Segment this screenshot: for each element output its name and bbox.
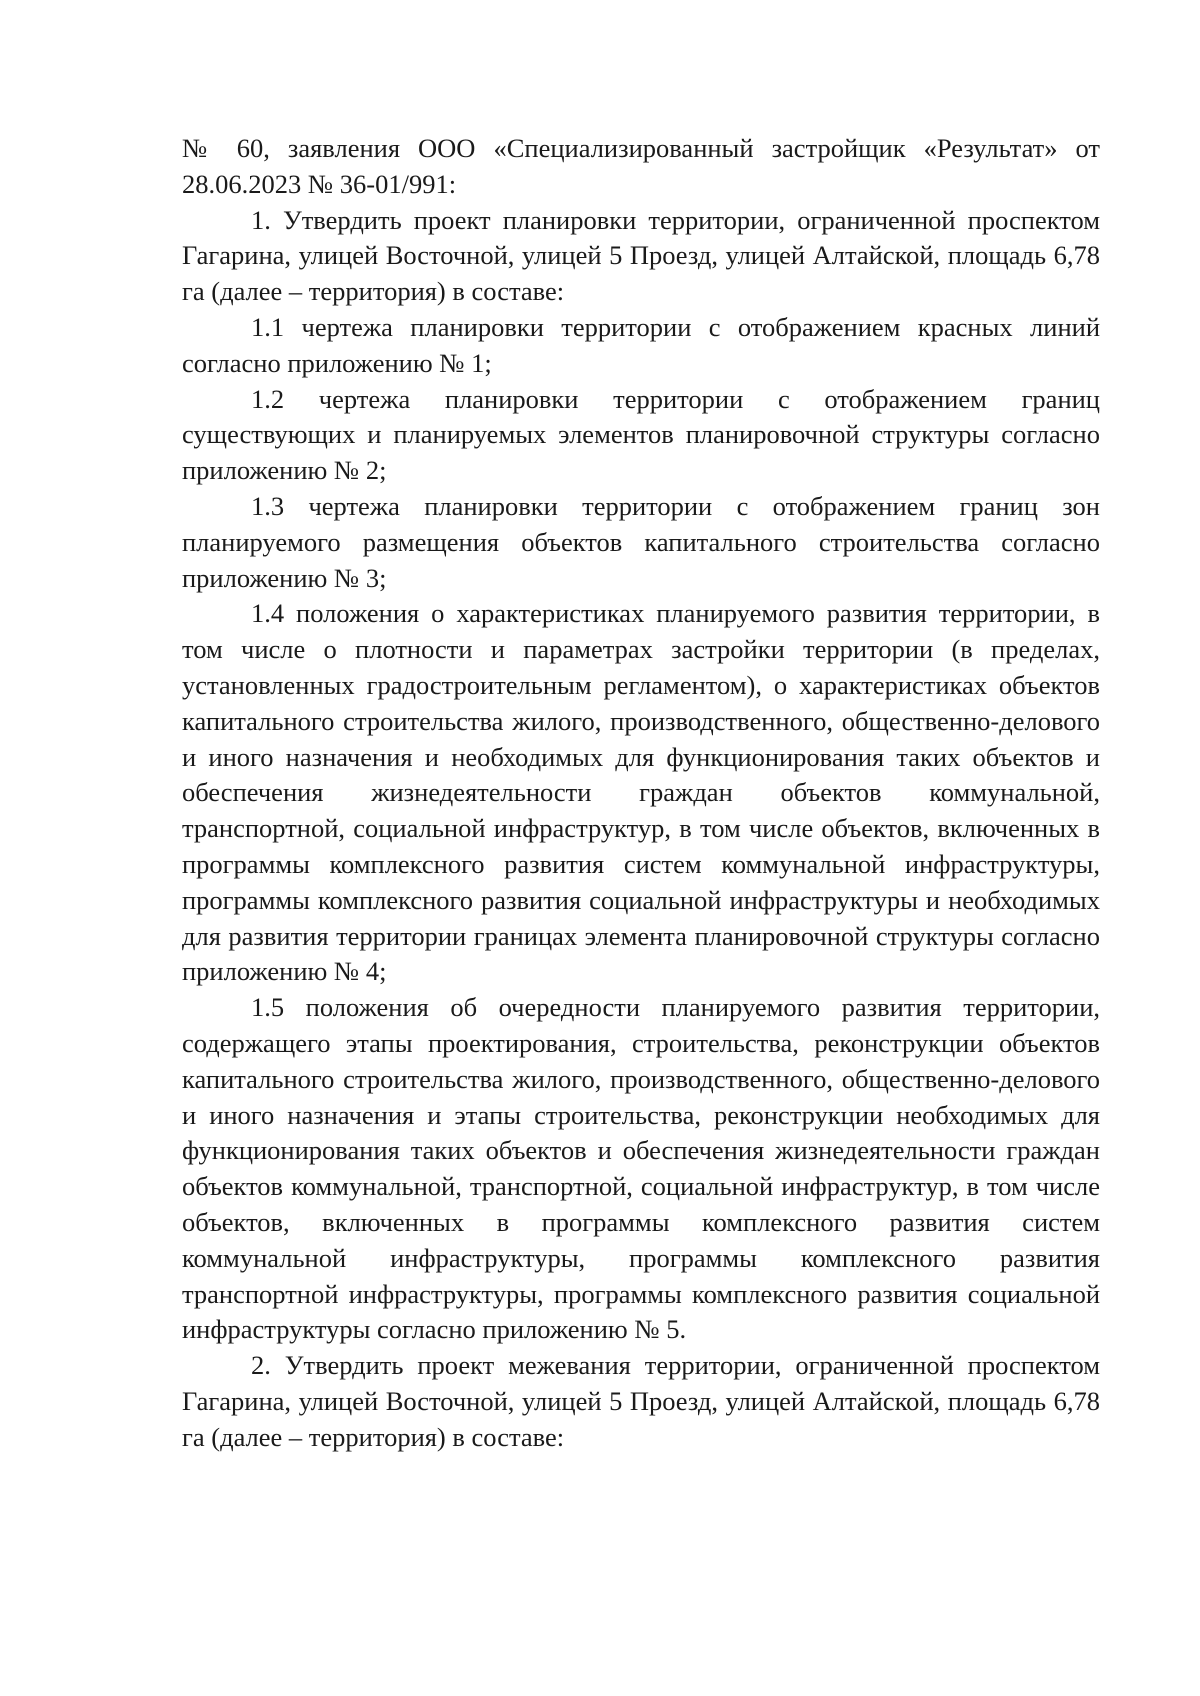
item-1-4-paragraph: 1.4 положения о характеристиках планируемого развития территории, в том числе о плотности и параметрах застройки территории (в пределах, установленных градостроительным регламентом), о характеристиках объектов капитального строительства жилого, производственного, общественно-делового и иного назначения и необходимых для функционирования таких объектов и обеспечения жизнедеятельности граждан объектов коммунальной, транспортной, социальной инфраструктур, в том числе объектов, включенных в программы комплексного развития систем коммунальной инфраструктуры, программы комплексного развития социальной инфраструктуры и необходимых для развития территории границах элемента планировочной структуры согласно приложению № 4; [182,598,1100,987]
item-1-paragraph: 1. Утвердить проект планировки территории, ограниченной проспектом Гагарина, улицей Восточной, улицей 5 Проезд, улицей Алтайской, площадь 6,78 га (далее – территория) в составе: [182,204,1100,307]
item-1-1-paragraph: 1.1 чертежа планировки территории с отображением красных линий согласно приложению № 1; [182,311,1100,378]
document-body [182,131,1100,1455]
item-2-paragraph: 2. Утвердить проект межевания территории, ограниченной проспектом Гагарина, улицей Восточной, улицей 5 Проезд, улицей Алтайской, площадь 6,78 га (далее – территория) в составе: [182,1350,1100,1452]
intro-paragraph: № 60, заявления ООО «Специализированный застройщик «Результат» от 28.06.2023 № 36-01/991: [182,133,1100,199]
item-1-3-paragraph: 1.3 чертежа планировки территории с отображением границ зон планируемого размещения объектов капитального строительства согласно приложению № 3; [182,490,1100,593]
item-1-2-paragraph: 1.2 чертежа планировки территории с отображением границ существующих и планируемых элементов планировочной структуры согласно приложению № 2; [182,383,1100,486]
item-1-5-paragraph: 1.5 положения об очередности планируемого развития территории, содержащего этапы проектирования, строительства, реконструкции объектов капитального строительства жилого, производственного, общественно-делового и иного назначения и этапы строительства, реконструкции необходимых для функционирования таких объектов и обеспечения жизнедеятельности граждан объектов коммунальной, транспортной, социальной инфраструктур, в том числе объектов, включенных в программы комплексного развития систем коммунальной инфраструктуры, программы комплексного развития транспортной инфраструктуры, программы комплексного развития социальной инфраструктуры согласно приложению № 5. [182,992,1100,1345]
